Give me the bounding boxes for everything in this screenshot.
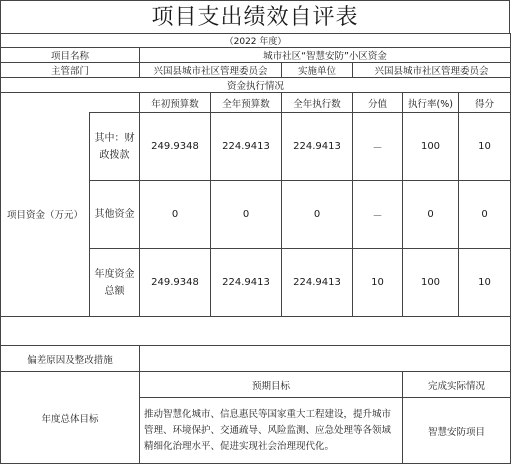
table-cell: － bbox=[353, 181, 403, 249]
header-spacer bbox=[1, 93, 140, 113]
project-name-value: 城市社区“智慧安防”小区资金 bbox=[140, 48, 511, 63]
col-header: 全年预算数 bbox=[211, 93, 282, 113]
form-title: 项目支出绩效自评表 bbox=[0, 0, 510, 33]
col-header: 分值 bbox=[353, 93, 403, 113]
dept-row bbox=[1, 63, 511, 78]
evaluation-table bbox=[0, 33, 511, 464]
col-header: 得分 bbox=[459, 93, 511, 113]
table-cell: 249.9348 bbox=[140, 249, 211, 317]
table-cell: 0 bbox=[403, 181, 459, 249]
table-cell: 0 bbox=[282, 181, 353, 249]
table-cell: 224.9413 bbox=[282, 249, 353, 317]
header-row bbox=[1, 93, 511, 113]
expected-label: 预期目标 bbox=[140, 372, 403, 398]
expected-text: 推动智慧化城市、信息惠民等国家重大工程建设，提升城市管理、环境保护、交通疏导、风险监测、应急处理等各领域精细化治理水平、促进实现社会治理现代化。 bbox=[140, 398, 403, 464]
table-cell: 224.9413 bbox=[211, 113, 282, 181]
deviation-value bbox=[140, 346, 511, 372]
col-header: 年初预算数 bbox=[140, 93, 211, 113]
table-cell: 224.9413 bbox=[211, 249, 282, 317]
goal-label: 年度总体目标 bbox=[1, 372, 140, 464]
col-header: 执行率(%) bbox=[403, 93, 459, 113]
table-cell: 10 bbox=[353, 249, 403, 317]
impl-unit-value: 兴国县城市社区管理委员会 bbox=[353, 63, 511, 78]
table-cell: 10 bbox=[459, 249, 511, 317]
deviation-row bbox=[1, 317, 511, 346]
deviation-spacer bbox=[1, 317, 511, 346]
col-header: 全年执行数 bbox=[282, 93, 353, 113]
deviation-label: 偏差原因及整改措施 bbox=[1, 346, 140, 372]
table-cell: － bbox=[353, 113, 403, 181]
project-name-row bbox=[1, 48, 511, 63]
table-cell: 100 bbox=[403, 249, 459, 317]
year-row bbox=[1, 34, 511, 48]
table-cell: 0 bbox=[459, 181, 511, 249]
project-name-label: 项目名称 bbox=[1, 48, 140, 63]
actual-label: 完成实际情况 bbox=[403, 372, 511, 398]
row-label: 其中：财政拨款 bbox=[90, 113, 140, 181]
table-cell: 0 bbox=[140, 181, 211, 249]
exec-section-title: 资金执行情况 bbox=[1, 78, 511, 93]
deviation-row bbox=[1, 346, 511, 372]
actual-text: 智慧安防项目 bbox=[403, 398, 511, 464]
fund-row bbox=[1, 113, 511, 181]
form-year: （2022 年度） bbox=[1, 34, 511, 48]
dept-value: 兴国县城市社区管理委员会 bbox=[140, 63, 282, 78]
table-cell: 0 bbox=[211, 181, 282, 249]
table-cell: 10 bbox=[459, 113, 511, 181]
row-label: 年度资金总额 bbox=[90, 249, 140, 317]
table-cell: 224.9413 bbox=[282, 113, 353, 181]
funds-label: 项目资金（万元） bbox=[1, 113, 90, 317]
dept-label: 主管部门 bbox=[1, 63, 140, 78]
impl-unit-label: 实施单位 bbox=[282, 63, 353, 78]
table-cell: 100 bbox=[403, 113, 459, 181]
goal-header-row bbox=[1, 372, 511, 398]
exec-section-row bbox=[1, 78, 511, 93]
row-label: 其他资金 bbox=[90, 181, 140, 249]
table-cell: 249.9348 bbox=[140, 113, 211, 181]
